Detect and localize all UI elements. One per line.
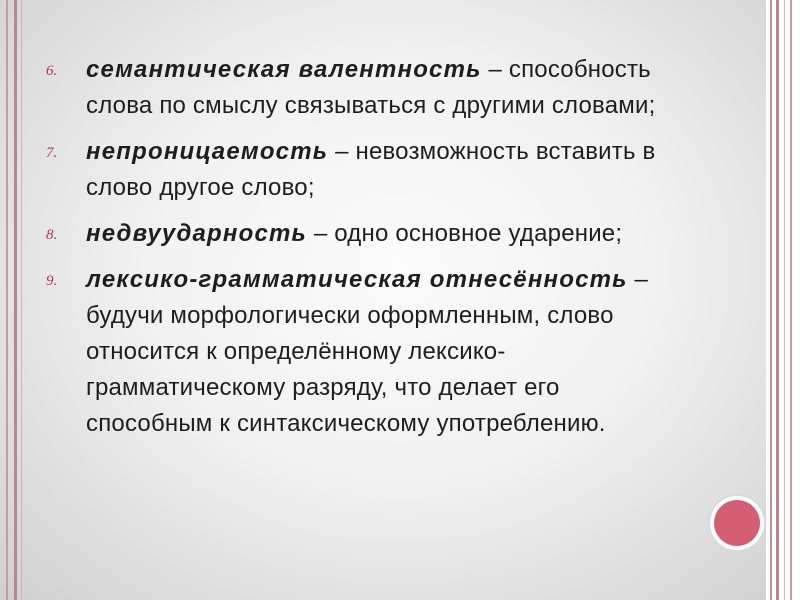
right-border-line (776, 0, 779, 600)
term: семантическая валентность (86, 56, 482, 83)
term: лексико-грамматическая отнесённость (86, 266, 628, 293)
list-item-text (86, 52, 686, 124)
slide-content (46, 52, 686, 452)
list-number: 9. (46, 273, 58, 289)
term: недвуударность (86, 220, 307, 247)
list-item-text (86, 134, 686, 206)
definition: – будучи морфологически оформленным, слово относится к определённому лексико-грамматическому разряду, что делает его способным к синтаксическому употреблению. (86, 266, 649, 437)
list-number: 7. (46, 145, 58, 161)
left-border-line (21, 0, 22, 600)
list-item (46, 134, 686, 206)
list-number: 8. (46, 227, 58, 243)
definition: – способность слова по смыслу связываться с другими словами; (86, 56, 656, 119)
right-border-line (784, 0, 785, 600)
definition: – одно основное ударение; (307, 220, 623, 247)
list-item (46, 262, 686, 442)
list-item-text (86, 262, 686, 442)
left-border-line (6, 0, 8, 600)
list-number: 6. (46, 63, 58, 79)
right-border-line (770, 0, 772, 600)
right-border-line (790, 0, 792, 600)
list-item (46, 52, 686, 124)
term: непроницаемость (86, 138, 329, 165)
definition: – невозможность вставить в слово другое слово; (86, 138, 656, 201)
left-border-line (14, 0, 17, 600)
decorative-circle (714, 500, 760, 546)
list-item (46, 216, 686, 252)
list-item-text (86, 216, 686, 252)
